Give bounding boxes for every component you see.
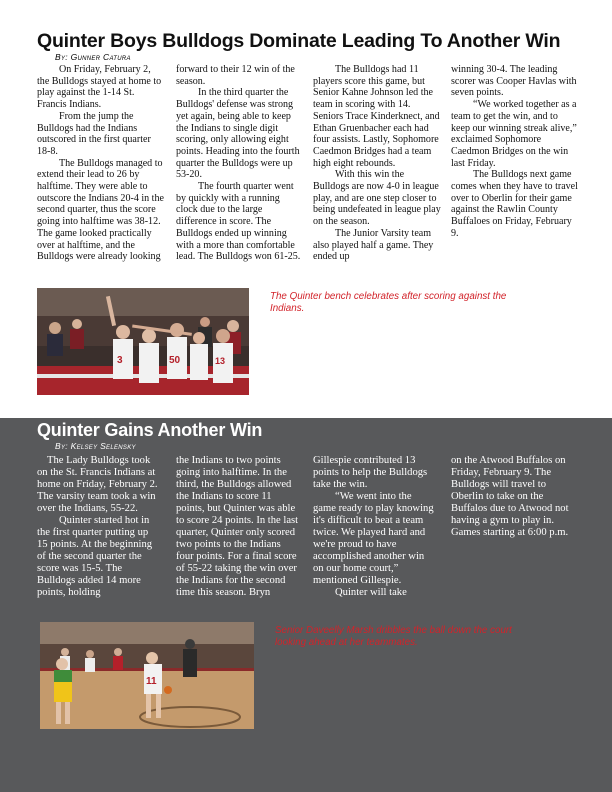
- article1-headline: Quinter Boys Bulldogs Dominate Leading To Another Win: [37, 30, 561, 52]
- article1-col4-para: winning 30-4. The leading scorer was Cooper Havlas with seven points.: [451, 64, 577, 99]
- article1-col2-para: The fourth quarter went by quickly with a running clock due to the large difference in score. The Bulldogs ended up winning with a more than comfortable lead. The Bulldogs won 61-25.: [176, 181, 301, 263]
- article2-col3-para: Quinter will take: [335, 587, 407, 598]
- article1-col3-para: With this win the Bulldogs are now 4-0 in league play, and are one step closer to being undefeated in league play on the season.: [313, 169, 441, 228]
- article2-col2-para: the Indians to two points going into halftime. In the third, the Bulldogs allowed the Indians to score 11 points, but Quinter was able to score 24 points. In the last quarter, Quinter only scored two points to the Indians four points. For a final score of 55-22 taking the win over the Indians for the second time this season. Bryn: [176, 455, 299, 598]
- article2-col1-para: Quinter started hot in the first quarter putting up 15 points. At the beginning of the second quarter the score was 15-5. The Bulldogs added 14 more points, holding: [37, 515, 153, 598]
- article1-column-1: [37, 64, 165, 263]
- article2-col1-para: The Lady Bulldogs took on the St. Francis Indians at home on Friday, February 2. The varsity team took a win over the Indians, 55-22.: [37, 455, 158, 514]
- article1-col3-para: The Bulldogs had 11 players score this game, but Senior Kahne Johnson led the team in scoring with 14. Seniors Trace Kinderknect, and Ethan Gruenbacher each had four assists. Lastly, Sophomore Caedmon Bridges had a team high eight rebounds.: [313, 64, 440, 169]
- article2-column-2: [176, 455, 300, 599]
- article2-col3-para: Gillespie contributed 13 points to help the Bulldogs take the win.: [313, 455, 428, 490]
- svg-text:50: 50: [169, 355, 181, 366]
- article1-col3-para: The Junior Varsity team also played half a game. They ended up: [313, 227, 434, 263]
- article2-column-4: [451, 455, 575, 539]
- svg-text:3: 3: [117, 355, 123, 366]
- article2-col4-para: on the Atwood Buffalos on Friday, February 9. The Bulldogs will travel to Oberlin to take on the Buffalos due to Atwood not having a gym to play in. Games starting at 6:00 p.m.: [451, 455, 569, 538]
- article1-column-3: [313, 64, 441, 263]
- article1-column-4: [451, 64, 579, 240]
- article2-column-1: [37, 455, 160, 599]
- article2-byline: By: Kelsey Selensky: [55, 441, 136, 451]
- article1-col4-para: “We worked together as a team to get the win, and to keep our winning streak alive,” exclaimed Sophomore Caedmon Bridges on the win last Friday.: [451, 99, 577, 169]
- article2-headline: Quinter Gains Another Win: [37, 420, 263, 440]
- article1-photo-caption: The Quinter bench celebrates after scoring against the Indians.: [270, 291, 507, 314]
- article1-col2-para: forward to their 12 win of the season.: [176, 64, 295, 87]
- bench-celebration-photo: [37, 288, 249, 395]
- article1-col2-para: In the third quarter the Bulldogs' defense was strong yet again, being able to keep the Indians to single digit scoring, only allowing eight points. Heading into the fourth quarter the Bulldogs were up 53-20.: [176, 87, 300, 181]
- article2-column-3: [313, 455, 437, 599]
- basketball-dribble-photo: [40, 622, 254, 729]
- article1-col1-para: On Friday, February 2, the Bulldogs stayed at home to play against the 1-14 St. Francis Indians.: [37, 64, 162, 111]
- article2-col3-para: “We went into the game ready to play knowing it's difficult to beat a team twice. We played hard and we're proud to have accomplished another win on our home court,” mentioned Gillespie.: [313, 491, 434, 586]
- svg-text:11: 11: [146, 676, 157, 687]
- article1-col1-para: The Bulldogs managed to extend their lead to 26 by halftime. They were able to outscore the Indians 20-4 in the second quarter, thus the score going into halftime was 38-12. The game looked practically over at halftime, and the Bulldogs were already looking: [37, 157, 164, 263]
- article1-col4-para: The Bulldogs next game comes when they have to travel over to Oberlin for their game against the Rawlin County Buffaloes on Friday, February 9.: [451, 169, 578, 239]
- article2-photo-caption: Senior Daveelly Marsh dribbles the ball down the court looking ahead at her teammates.: [275, 625, 512, 648]
- article1-byline: By: Gunner Catura: [55, 52, 131, 62]
- svg-text:13: 13: [215, 356, 226, 366]
- article1-col1-para: From the jump the Bulldogs had the Indians outscored in the first quarter 18-8.: [37, 110, 151, 157]
- article1-column-2: [176, 64, 304, 263]
